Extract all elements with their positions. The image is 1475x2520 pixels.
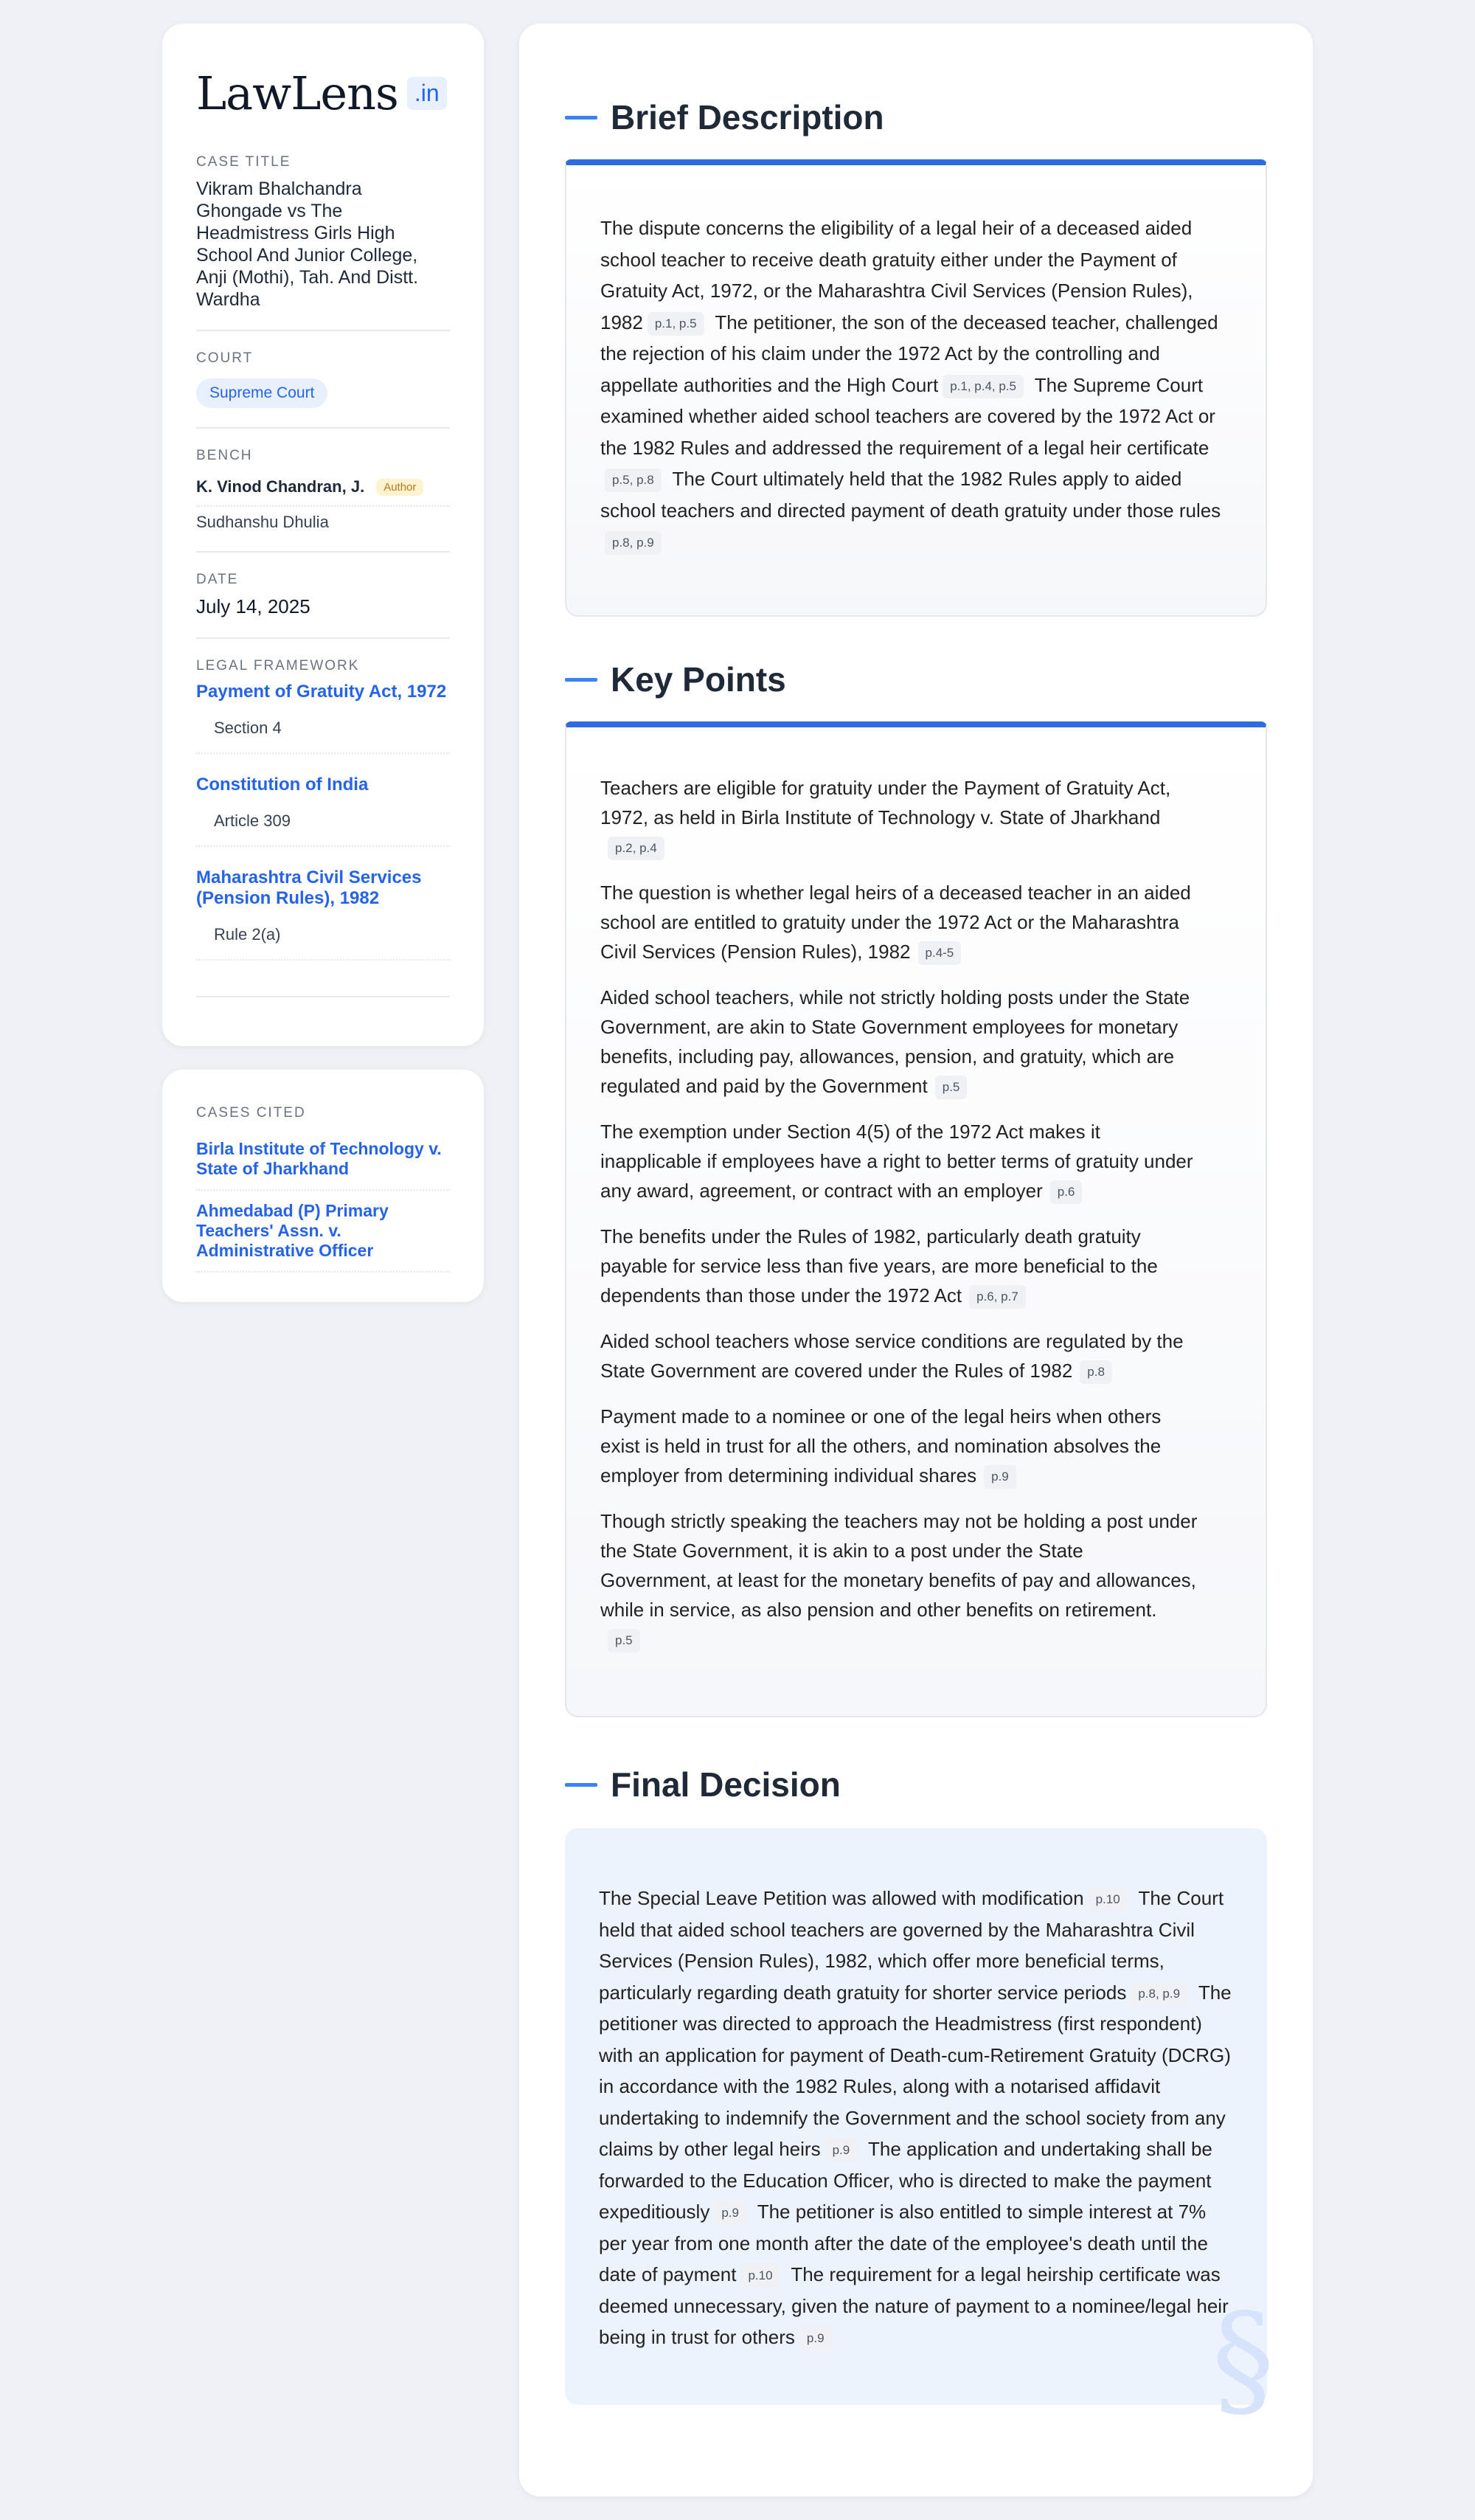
section-title: Final Decision: [611, 1765, 841, 1804]
key-point-text: Payment made to a nominee or one of the legal heirs when others exist is held in trust for all the others, and nomination absolves the employer from determining individual shares: [600, 1405, 1162, 1486]
brief-text: [600, 212, 1233, 558]
author-badge: Author: [376, 479, 423, 496]
key-point: [600, 1117, 1198, 1205]
decision-segment: The Special Leave Petition was allowed with modification: [599, 1887, 1084, 1909]
heading-accent: [565, 116, 597, 120]
decision-segment: The Court held that aided school teachers are governed by the Maharashtra Civil Services (Pension Rules), 1982, which offer more beneficial terms, particularly regarding death gratuity for shorter service periods: [599, 1887, 1224, 2004]
final-decision-panel: [565, 1828, 1274, 2433]
key-points-panel: [565, 721, 1267, 1717]
page-cite[interactable]: p.6: [1050, 1180, 1083, 1204]
provision-item[interactable]: Rule 2(a): [196, 909, 450, 960]
court-badge: Supreme Court: [196, 378, 327, 408]
case-title-label: CASE TITLE: [196, 154, 291, 170]
brief-segment: The dispute concerns the eligibility of a legal heir of a deceased aided school teacher to receive death gratuity either under the Payment of Gratuity Act, 1972, or the Maharashtra Civil Services (Pension Rules), 1982: [600, 217, 1193, 333]
legal-framework-label: LEGAL FRAMEWORK: [196, 658, 360, 674]
page-cite[interactable]: p.9: [984, 1465, 1016, 1489]
page-cite[interactable]: p.6, p.7: [969, 1285, 1026, 1309]
decision-text: [599, 1883, 1235, 2353]
key-point-text: Though strictly speaking the teachers may not be holding a post under the State Government, it is akin to a post under the State Government, at least for the monetary benefits of pay and allowances, while in service, as also pension and other benefits on retirement.: [600, 1510, 1198, 1621]
page-cite[interactable]: p.5, p.8: [605, 468, 662, 492]
key-point: [600, 1222, 1198, 1310]
date-label: DATE: [196, 572, 239, 587]
key-point-text: Aided school teachers whose service conditions are regulated by the State Government are covered under the Rules of 1982: [600, 1330, 1184, 1382]
law-link[interactable]: Payment of Gratuity Act, 1972: [196, 682, 447, 702]
bench-label: BENCH: [196, 448, 253, 463]
section-watermark-icon: §: [1212, 2286, 1274, 2433]
page-cite[interactable]: p.9: [714, 2201, 746, 2225]
page-cite[interactable]: p.8, p.9: [1131, 1982, 1187, 2006]
page-cite[interactable]: p.5: [608, 1629, 640, 1652]
decision-segment: The petitioner was directed to approach the Headmistress (first respondent) with an application for payment of Death-cum-Retirement Gratuity (DCRG) in accordance with the 1982 Rules, along with a notarised affidavit undertaking to indemnify the Government and the school society from any claims by other legal heirs: [599, 1981, 1232, 2160]
case-title-section: [196, 154, 450, 331]
law-link[interactable]: Constitution of India: [196, 775, 369, 795]
legal-framework-section: [196, 658, 450, 997]
section-title: Key Points: [611, 660, 786, 699]
brief-segment: The petitioner, the son of the deceased teacher, challenged the rejection of his claim under the 1972 Act by the controlling and appellate authorities and the High Court: [600, 311, 1218, 396]
heading-accent: [565, 1783, 597, 1787]
brief-panel: [565, 159, 1267, 617]
page-cite[interactable]: p.9: [825, 2139, 858, 2162]
key-point-text: The question is whether legal heirs of a deceased teacher in an aided school are entitled to gratuity under the 1972 Act or the Maharashtra Civil Services (Pension Rules), 1982: [600, 882, 1191, 963]
brief-heading: [565, 97, 884, 137]
case-title: Vikram Bhalchandra Ghongade vs The Headmistress Girls High School And Junior College, Anji (Mothi), Tah. And Distt. Wardha: [196, 179, 419, 310]
bench-judge: [196, 507, 450, 541]
bench-judge: [196, 471, 450, 507]
section-title: Brief Description: [611, 98, 884, 136]
key-point: [600, 1326, 1198, 1385]
page-cite[interactable]: p.10: [1089, 1888, 1128, 1911]
page-cite[interactable]: p.9: [799, 2327, 832, 2350]
page-cite[interactable]: p.5: [935, 1076, 968, 1099]
page-cite[interactable]: p.2, p.4: [608, 837, 664, 860]
page-cite[interactable]: p.8, p.9: [605, 531, 662, 555]
case-info-card: [162, 24, 484, 1046]
key-point-text: The exemption under Section 4(5) of the 1972 Act makes it inapplicable if employees have a right to better terms of gratuity under any award, agreement, or contract with an employer: [600, 1121, 1193, 1202]
provision-item[interactable]: Article 309: [196, 795, 450, 847]
key-point: [600, 878, 1198, 966]
law-link[interactable]: Maharashtra Civil Services (Pension Rules), 1982: [196, 868, 422, 908]
decision-segment: The application and undertaking shall be forwarded to the Education Officer, who is directed to make the payment expeditiously: [599, 2138, 1212, 2223]
key-point-text: The benefits under the Rules of 1982, particularly death gratuity payable for service less than five years, are more beneficial to the dependents than those under the 1972 Act: [600, 1225, 1158, 1306]
judge-name: K. Vinod Chandran, J.: [196, 477, 365, 496]
brief-segment: The Supreme Court examined whether aided school teachers are covered by the 1972 Act or the 1982 Rules and addressed the requirement of a legal heir certificate: [600, 373, 1215, 459]
page-cite[interactable]: p.8: [1080, 1360, 1112, 1384]
cited-case-link[interactable]: Ahmedabad (P) Primary Teachers' Assn. v. Administrative Officer: [196, 1191, 450, 1273]
final-decision-heading: [565, 1765, 841, 1804]
page-cite[interactable]: p.1, p.4, p.5: [943, 375, 1024, 398]
key-point: [600, 983, 1198, 1101]
page-cite[interactable]: p.1, p.5: [648, 312, 704, 336]
logo-tld: .in: [407, 77, 447, 110]
key-point: [600, 773, 1198, 862]
cited-case-link[interactable]: Birla Institute of Technology v. State of Jharkhand: [196, 1129, 450, 1191]
page-cite[interactable]: p.10: [740, 2264, 780, 2288]
judgment-date: July 14, 2025: [196, 595, 310, 617]
provision-item[interactable]: Section 4: [196, 702, 450, 754]
key-point: [600, 1402, 1198, 1490]
logo[interactable]: [196, 66, 450, 120]
cases-cited-card: [162, 1070, 484, 1302]
sidebar: [162, 24, 484, 1302]
bench-section: [196, 448, 450, 553]
logo-text: LawLens: [196, 66, 398, 120]
brief-segment: The Court ultimately held that the 1982 Rules apply to aided school teachers and directed payment of death gratuity under those rules: [600, 468, 1221, 522]
date-section: [196, 572, 450, 639]
main-content: [519, 24, 1313, 2496]
key-points-heading: [565, 660, 786, 699]
court-section: [196, 350, 450, 429]
decision-segment: The requirement for a legal heirship certificate was deemed unnecessary, given the nature of payment to a nominee/legal heir being in trust for others: [599, 2263, 1229, 2348]
decision-segment: The petitioner is also entitled to simple interest at 7% per year from one month after the date of the employee's death until the date of payment: [599, 2201, 1208, 2285]
cases-cited-label: CASES CITED: [196, 1105, 306, 1121]
heading-accent: [565, 678, 597, 682]
page-cite[interactable]: p.4-5: [918, 941, 962, 965]
judge-name: Sudhanshu Dhulia: [196, 513, 329, 531]
key-point-text: Aided school teachers, while not strictly holding posts under the State Government, are akin to State Government employees for monetary benefits, including pay, allowances, pension, and gratuity, which are regulated and paid by the Government: [600, 986, 1190, 1097]
key-point: [600, 1506, 1198, 1654]
court-label: COURT: [196, 350, 254, 366]
key-point-text: Teachers are eligible for gratuity under the Payment of Gratuity Act, 1972, as held in Birla Institute of Technology v. State of Jharkhand: [600, 777, 1171, 828]
